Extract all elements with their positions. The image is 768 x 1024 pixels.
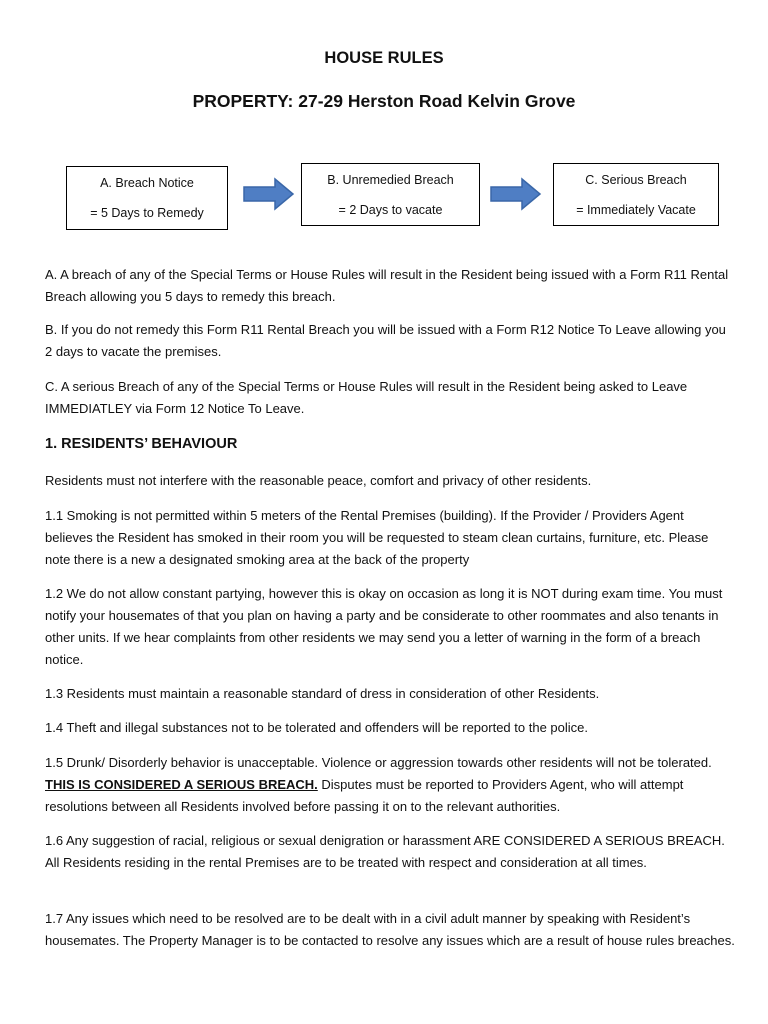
serious-breach-box <box>553 163 719 226</box>
section-heading: 1. RESIDENTS’ BEHAVIOUR <box>45 436 238 452</box>
intro-paragraph-a: A. A breach of any of the Special Terms or House Rules will result in the Resident being issued with a Form R11 Rental Breach allowing you 5 days to remedy this breach. <box>45 267 729 304</box>
unremedied-breach-box <box>301 163 480 226</box>
rule-1-5-end: Disputes must be reported to Providers Agent, who will attempt resolutions between all Residents involved before passing it on to the relevant authorities. <box>45 777 684 814</box>
rule-1-3: 1.3 Residents must maintain a reasonable standard of dress in consideration of other Residents. <box>45 686 600 701</box>
rule-1-5 <box>45 752 735 818</box>
rule-1-2: 1.2 We do not allow constant partying, however this is okay on occasion as long it is NOT during exam time. You must notify your housemates of that you plan on having a party and be considerate to other roommates and also tenants in other units. If we hear complaints from other residents we may send you a letter of warning in the form of a breach notice. <box>45 586 723 667</box>
serious-breach-detail: = Immediately Vacate <box>576 203 696 217</box>
breach-notice-detail: = 5 Days to Remedy <box>90 206 204 220</box>
unremedied-breach-title: B. Unremedied Breach <box>327 173 454 187</box>
rule-1-5-start: 1.5 Drunk/ Disorderly behavior is unacceptable. Violence or aggression towards other residents will not be tolerated. <box>45 755 712 770</box>
property-title: PROPERTY: 27-29 Herston Road Kelvin Grove <box>192 91 576 111</box>
serious-breach-title: C. Serious Breach <box>585 173 687 187</box>
rule-1-1: 1.1 Smoking is not permitted within 5 meters of the Rental Premises (building). If the Provider / Providers Agent believes the Resident has smoked in their room you will be requested to steam clean curtains, furniture, etc. Please note there is a new a designated smoking area at the back of the property <box>45 508 709 567</box>
breach-notice-box <box>66 166 228 230</box>
section-lead: Residents must not interfere with the reasonable peace, comfort and privacy of other residents. <box>45 473 592 488</box>
breach-notice-title: A. Breach Notice <box>100 176 194 190</box>
unremedied-breach-detail: = 2 Days to vacate <box>338 203 443 217</box>
right-arrow-icon <box>490 177 542 211</box>
rule-1-6: 1.6 Any suggestion of racial, religious or sexual denigration or harassment ARE CONSIDERED A SERIOUS BREACH. All Residents residing in the rental Premises are to be treated with respect and consideration at all times. <box>45 833 725 870</box>
intro-paragraph-c: C. A serious Breach of any of the Special Terms or House Rules will result in the Resident being asked to Leave IMMEDIATLEY via Form 12 Notice To Leave. <box>45 379 688 416</box>
intro-paragraph-b: B. If you do not remedy this Form R11 Rental Breach you will be issued with a Form R12 Notice To Leave allowing you 2 days to vacate the premises. <box>45 322 726 359</box>
rule-1-4: 1.4 Theft and illegal substances not to be tolerated and offenders will be reported to the police. <box>45 720 588 735</box>
serious-breach-emphasis: THIS IS CONSIDERED A SERIOUS BREACH. <box>45 777 318 792</box>
right-arrow-icon <box>243 177 295 211</box>
rule-1-7: 1.7 Any issues which need to be resolved are to be dealt with in a civil adult manner by speaking with Resident’s housemates. The Property Manager is to be contacted to resolve any issues which are a result of house rules breaches. <box>45 911 735 948</box>
document-title: HOUSE RULES <box>324 49 444 67</box>
